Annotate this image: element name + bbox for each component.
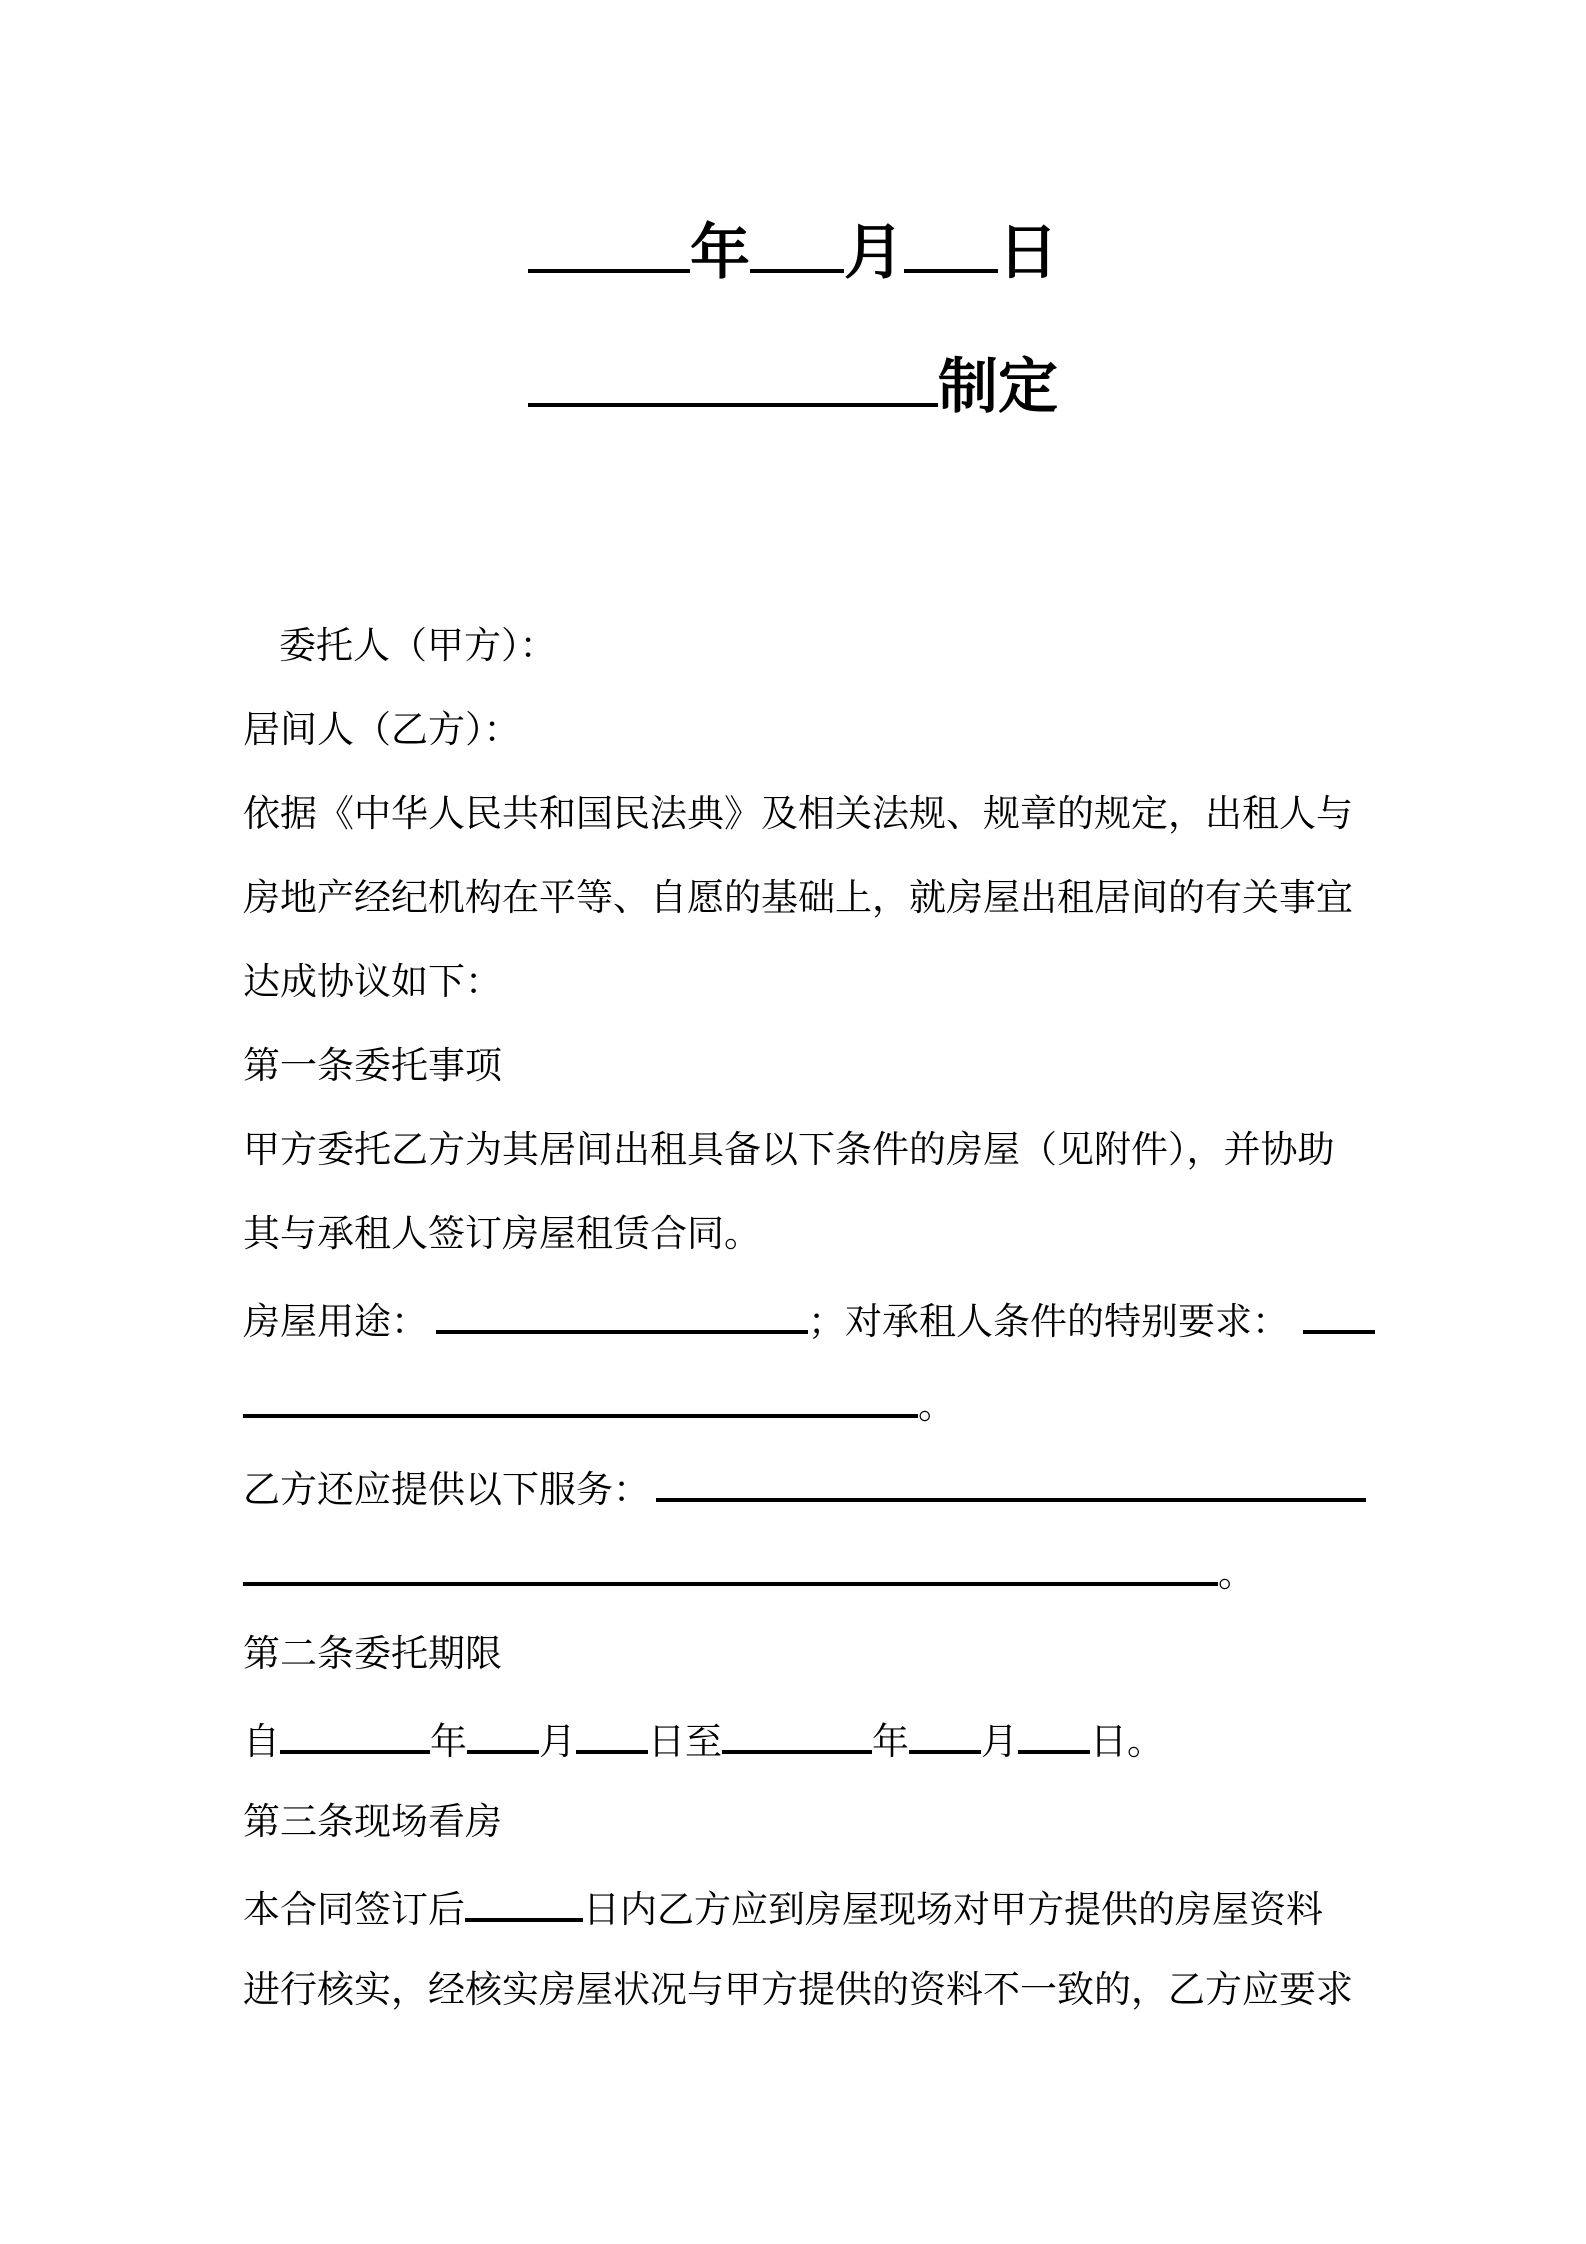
day-label: 日 — [998, 218, 1058, 288]
term-from-label: 自 — [243, 1720, 280, 1764]
article-1-line-1: 甲方委托乙方为其居间出租具备以下条件的房屋（见附件），并协助 — [243, 1128, 1335, 1171]
article-1-title: 第一条委托事项 — [243, 1044, 502, 1087]
article-1-line-2: 其与承租人签订房屋租赁合同。 — [243, 1212, 761, 1255]
tenant-requirement-label: ；对承租人条件的特别要求： — [808, 1300, 1289, 1344]
term-end-month-blank — [909, 1715, 981, 1754]
term-year-label: 年 — [430, 1720, 467, 1764]
maker-blank — [528, 346, 938, 407]
service-end: 。 — [1218, 1552, 1255, 1596]
article-3-line-2: 进行核实，经核实房屋状况与甲方提供的资料不一致的，乙方应要求 — [243, 1968, 1353, 2011]
month-blank — [750, 212, 844, 273]
month-label: 月 — [844, 218, 904, 288]
term-day-end-label: 日。 — [1090, 1720, 1164, 1764]
term-end-day-blank — [1018, 1715, 1090, 1754]
house-use-blank — [436, 1295, 808, 1334]
term-start-year-blank — [280, 1715, 430, 1754]
year-label: 年 — [690, 218, 750, 288]
term-year2-label: 年 — [872, 1720, 909, 1764]
preamble-line-1: 依据《中华人民共和国民法典》及相关法规、规章的规定，出租人与 — [243, 792, 1353, 835]
term-line — [243, 1715, 1164, 1764]
intermediary-line: 居间人（乙方）： — [243, 708, 521, 751]
preamble-line-3: 达成协议如下： — [243, 960, 502, 1003]
term-start-day-blank — [576, 1715, 648, 1754]
day-blank — [904, 212, 998, 273]
house-use-label: 房屋用途： — [243, 1300, 428, 1344]
article-2-title: 第二条委托期限 — [243, 1632, 502, 1675]
service-label: 乙方还应提供以下服务： — [243, 1468, 650, 1512]
service-blank-1 — [656, 1463, 1366, 1502]
inspection-days-blank — [465, 1883, 583, 1922]
term-month2-label: 月 — [981, 1720, 1018, 1764]
service-line-2 — [243, 1547, 1255, 1596]
date-heading — [0, 212, 1586, 288]
maker-heading — [0, 346, 1586, 422]
tenant-requirement-end: 。 — [918, 1384, 955, 1428]
tenant-requirement-blank-2 — [243, 1379, 918, 1418]
term-end-year-blank — [722, 1715, 872, 1754]
term-start-month-blank — [467, 1715, 539, 1754]
tenant-requirement-line — [243, 1379, 955, 1428]
maker-suffix: 制定 — [938, 352, 1058, 422]
article-3-line-1 — [243, 1883, 1323, 1932]
preamble-line-2: 房地产经纪机构在平等、自愿的基础上，就房屋出租居间的有关事宜 — [243, 876, 1353, 919]
year-blank — [528, 212, 690, 273]
contract-body — [243, 623, 1359, 2023]
house-use-line — [243, 1295, 1375, 1344]
article-3-text-a: 本合同签订后 — [243, 1888, 465, 1932]
term-day-to-label: 日至 — [648, 1720, 722, 1764]
tenant-requirement-blank-1 — [1303, 1295, 1375, 1334]
article-3-title: 第三条现场看房 — [243, 1800, 502, 1843]
client-line: 委托人（甲方）： — [279, 624, 557, 667]
service-line — [243, 1463, 1366, 1512]
term-month-label: 月 — [539, 1720, 576, 1764]
article-3-text-b: 日内乙方应到房屋现场对甲方提供的房屋资料 — [583, 1888, 1323, 1932]
service-blank-2 — [243, 1547, 1218, 1586]
